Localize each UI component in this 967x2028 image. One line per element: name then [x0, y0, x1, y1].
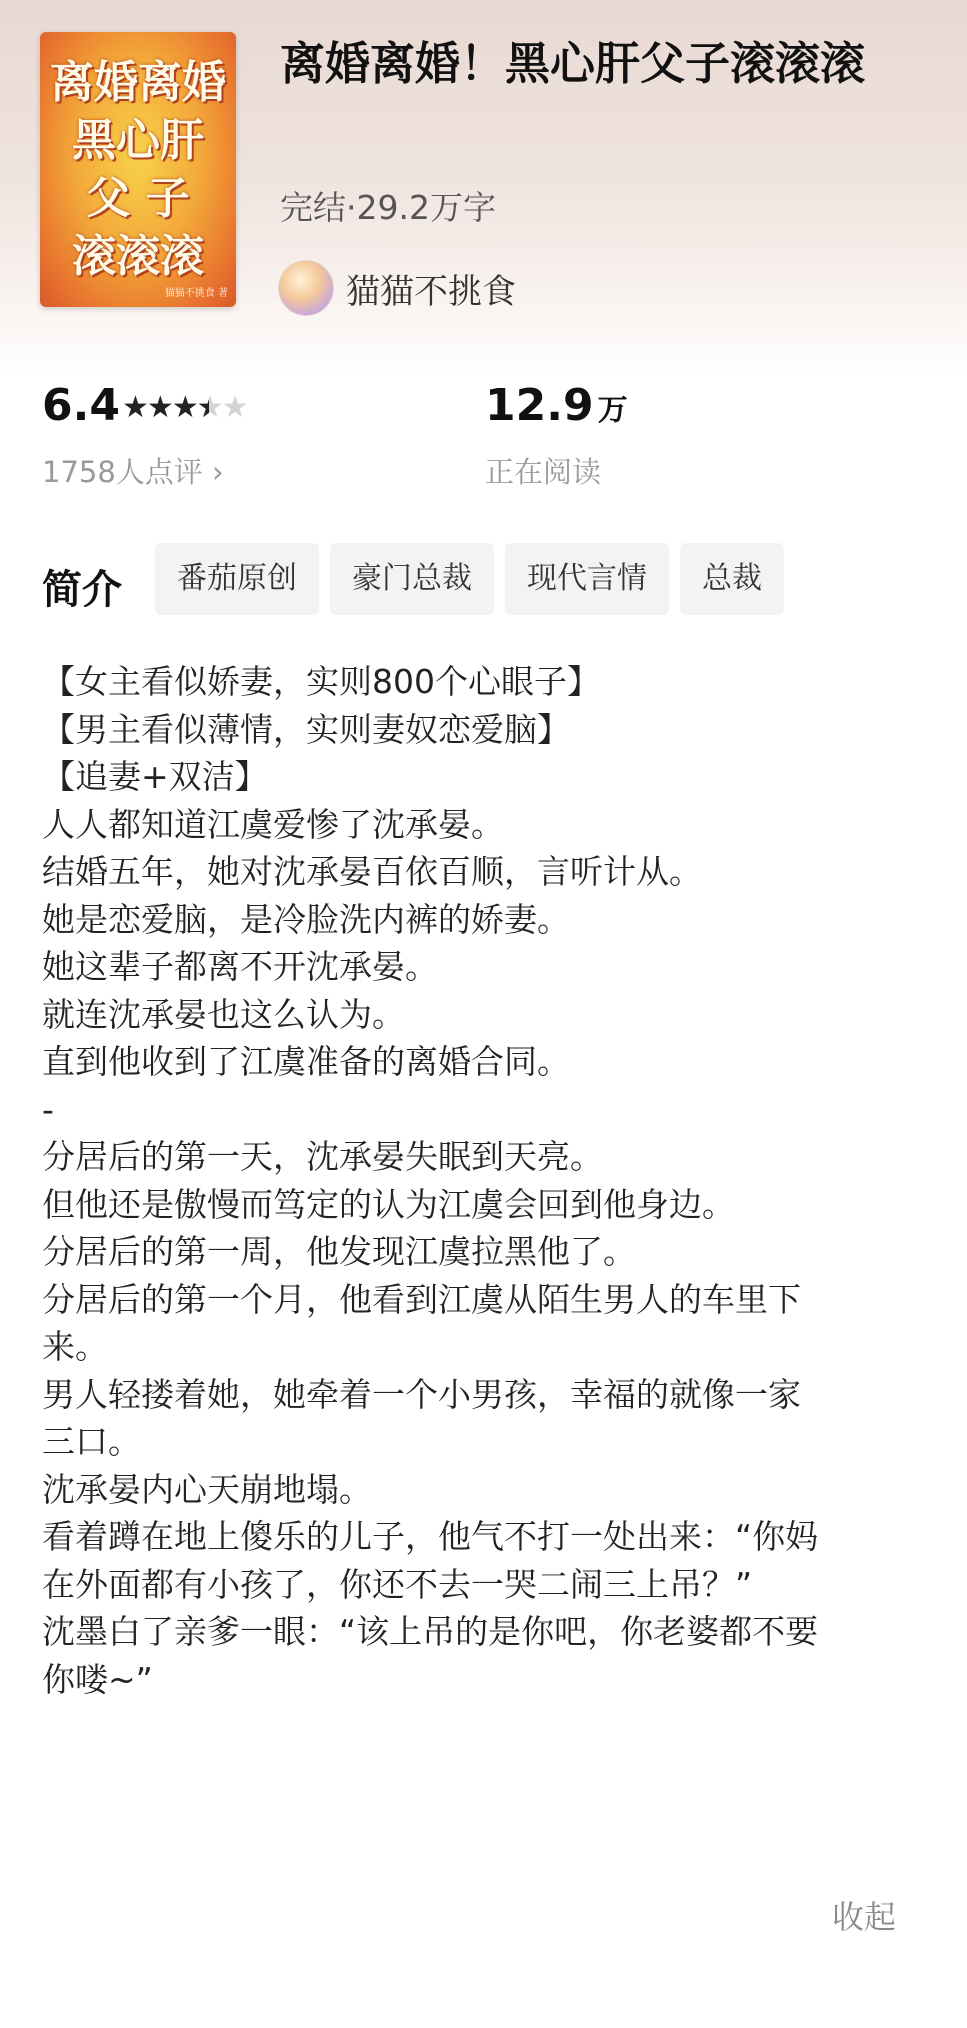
tag-chip[interactable]: 番茄原创: [155, 543, 319, 615]
star-icon: ★: [122, 390, 147, 425]
book-meta: 完结·29.2万字: [280, 188, 496, 227]
synopsis-line: -: [42, 1089, 54, 1129]
rating-stars: [122, 390, 247, 425]
synopsis-line: 三口。: [42, 1422, 141, 1461]
synopsis-line: 在外面都有小孩了，你还不去一哭二闹三上吊？”: [42, 1564, 753, 1604]
collapse-button[interactable]: 收起: [832, 1898, 897, 1936]
review-count-link[interactable]: 1758人点评 ›: [42, 455, 224, 489]
reading-count-value: 12.9: [485, 380, 594, 431]
cover-author: 猫猫不挑食 著: [164, 288, 228, 299]
synopsis-line: 【男主看似薄情，实则妻奴恋爱脑】: [42, 709, 570, 749]
synopsis-line: 沈承晏内心天崩地塌。: [42, 1469, 372, 1509]
author-name[interactable]: 猫猫不挑食: [346, 271, 516, 312]
tag-chip[interactable]: 总裁: [680, 543, 784, 615]
star-icon: ★: [221, 390, 247, 425]
synopsis-line: 她是恋爱脑，是冷脸洗内裤的娇妻。: [42, 899, 570, 939]
synopsis-line: 【追妻+双洁】: [42, 757, 268, 796]
rating-score: 6.4: [42, 380, 120, 431]
synopsis-line: 看着蹲在地上傻乐的儿子，他气不打一处出来：“你妈: [42, 1517, 819, 1556]
synopsis-line: 直到他收到了江虞准备的离婚合同。: [42, 1042, 570, 1081]
star-icon: ★ ★: [197, 390, 222, 425]
synopsis-line: 就连沈承晏也这么认为。: [42, 994, 405, 1034]
synopsis-line: 人人都知道江虞爱惨了沈承晏。: [42, 804, 504, 844]
author-row[interactable]: [278, 260, 516, 316]
star-icon: ★: [146, 390, 172, 425]
star-icon: ★: [171, 390, 197, 425]
book-cover[interactable]: [40, 32, 236, 307]
tag-list: [155, 543, 795, 615]
synopsis-line: 结婚五年，她对沈承晏百依百顺，言听计从。: [42, 852, 702, 891]
intro-heading: 简介: [42, 567, 122, 613]
synopsis-line: 来。: [42, 1327, 108, 1366]
tag-chip[interactable]: 豪门总裁: [330, 543, 494, 615]
synopsis-line: 但他还是傲慢而笃定的认为江虞会回到他身边。: [42, 1184, 735, 1224]
synopsis-line: 【女主看似娇妻，实则800个心眼子】: [42, 662, 600, 701]
reading-label: 正在阅读: [485, 455, 602, 489]
synopsis-line: 分居后的第一个月，他看到江虞从陌生男人的车里下: [42, 1279, 801, 1319]
synopsis-line: 沈墨白了亲爹一眼：“该上吊的是你吧，你老婆都不要: [42, 1612, 819, 1651]
cover-title: 离婚离婚 黑心肝 父 子 滚滚滚: [50, 57, 226, 282]
tag-chip[interactable]: 现代言情: [505, 543, 669, 615]
synopsis: [42, 658, 932, 1703]
book-title: 离婚离婚！黑心肝父子滚滚滚: [280, 37, 866, 90]
synopsis-line: 分居后的第一天，沈承晏失眠到天亮。: [42, 1137, 603, 1176]
author-avatar[interactable]: [278, 260, 334, 316]
synopsis-line: 分居后的第一周，他发现江虞拉黑他了。: [42, 1232, 636, 1271]
synopsis-line: 男人轻搂着她，她牵着一个小男孩，幸福的就像一家: [42, 1374, 801, 1414]
reading-count-unit: 万: [597, 393, 628, 428]
reading-count: [485, 380, 628, 431]
synopsis-line: 她这辈子都离不开沈承晏。: [42, 947, 438, 986]
synopsis-line: 你喽~”: [42, 1659, 153, 1699]
